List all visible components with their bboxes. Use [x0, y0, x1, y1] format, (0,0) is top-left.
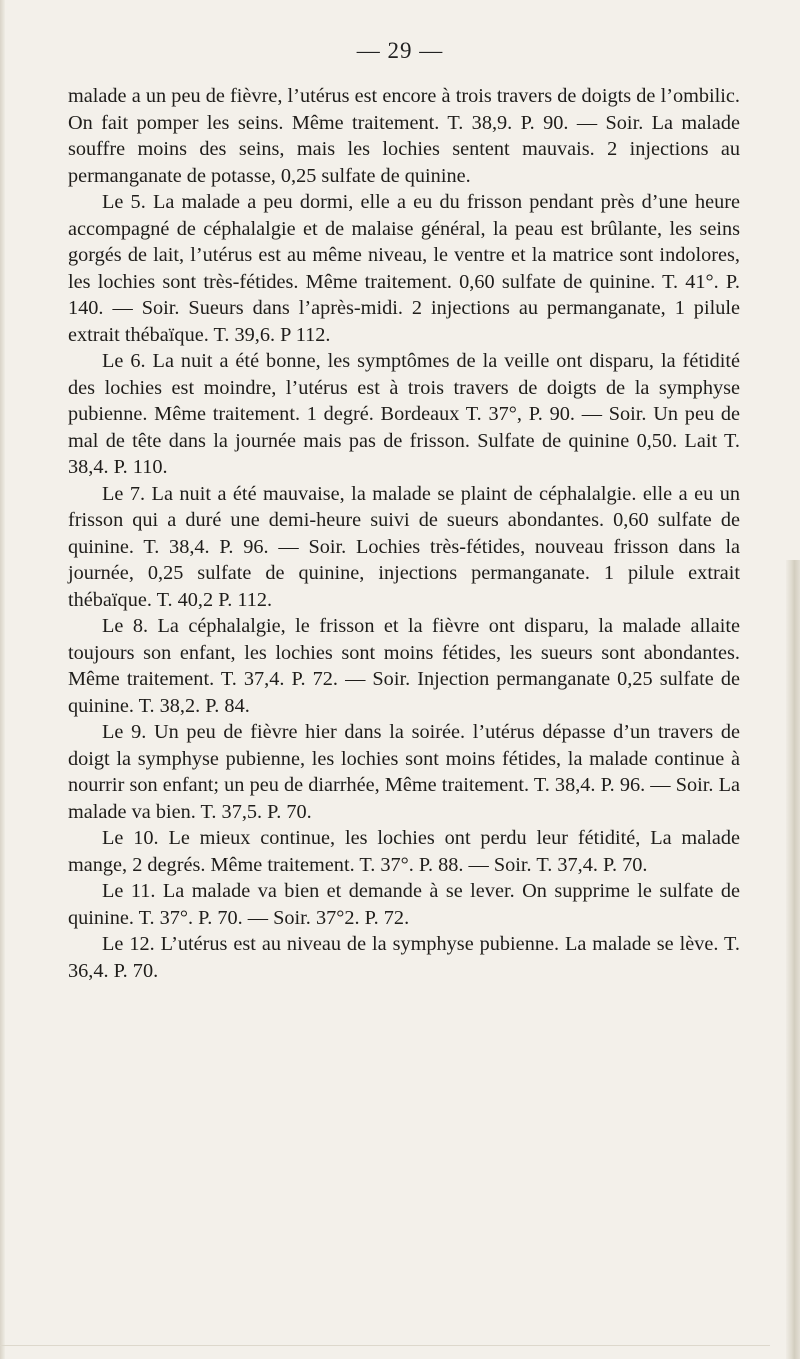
- page-right-edge-stain: [786, 560, 800, 1359]
- paragraph-day-8: Le 8. La céphalalgie, le frisson et la fièvre ont disparu, la malade allaite toujours son enfant, les lochies sont moins fétides, les sueurs sont abondantes. Même traitement. T. 37,4. P. 72. — Soir. Injection permanganate 0,25 sulfate de quinine. T. 38,2. P. 84.: [68, 615, 740, 717]
- page-number: — 29 —: [356, 38, 444, 63]
- page-bottom-edge: [0, 1345, 770, 1346]
- paragraph-day-10: Le 10. Le mieux continue, les lochies ont perdu leur fétidité, La malade mange, 2 degrés. Même traitement. T. 37°. P. 88. — Soir. T. 37,4. P. 70.: [68, 827, 740, 876]
- paragraph-day-12: Le 12. L’utérus est au niveau de la symphyse pubienne. La malade se lève. T. 36,4. P. 70.: [68, 933, 740, 982]
- paragraph-day-11: Le 11. La malade va bien et demande à se lever. On supprime le sulfate de quinine. T. 37°. P. 70. — Soir. 37°2. P. 72.: [68, 880, 740, 929]
- paragraph-day-6: Le 6. La nuit a été bonne, les symptômes de la veille ont disparu, la fétidité des lochies est moindre, l’utérus est à trois travers de doigts de la symphyse pubienne. Même traitement. 1 degré. Bordeaux T. 37°, P. 90. — Soir. Un peu de mal de tête dans la journée mais pas de frisson. Sulfate de quinine 0,50. Lait T. 38,4. P. 110.: [68, 350, 740, 478]
- paragraph-day-7: Le 7. La nuit a été mauvaise, la malade se plaint de céphalalgie. elle a eu un frisson qui a duré une demi-heure suivi de sueurs abondantes. 0,60 sulfate de quinine. T. 38,4. P. 96. — Soir. Lochies très-fétides, nouveau frisson dans la journée, 0,25 sulfate de quinine, injections permanganate. 1 pilule extrait thébaïque. T. 40,2 P. 112.: [68, 482, 740, 611]
- paragraph-day-9: Le 9. Un peu de fièvre hier dans la soirée. l’utérus dépasse d’un travers de doigt la symphyse pubienne, les lochies sont moins fétides, la malade continue à nourrir son enfant; un peu de diarrhée, Même traitement. T. 38,4. P. 96. — Soir. La malade va bien. T. 37,5. P. 70.: [68, 721, 740, 823]
- paragraph-continuation: malade a un peu de fièvre, l’utérus est encore à trois travers de doigts de l’ombilic. On fait pomper les seins. Même traitement. T. 38,9. P. 90. — Soir. La malade souffre moins des seins, mais les lochies sentent mauvais. 2 injections au permanganate de potasse, 0,25 sulfate de quinine.: [68, 85, 740, 187]
- paragraph-day-5: Le 5. La malade a peu dormi, elle a eu du frisson pendant près d’une heure accompagné de céphalalgie et de malaise général, la peau est brûlante, les seins gorgés de lait, l’utérus est au même niveau, le ventre et la matrice sont indolores, les lochies sont très-fétides. Même traitement. 0,60 sulfate de quinine. T. 41°. P. 140. — Soir. Sueurs dans l’après-midi. 2 injections au permanganate, 1 pilule extrait thébaïque. T. 39,6. P 112.: [68, 191, 740, 346]
- body-text: [68, 83, 740, 984]
- page-left-edge: [0, 0, 5, 1359]
